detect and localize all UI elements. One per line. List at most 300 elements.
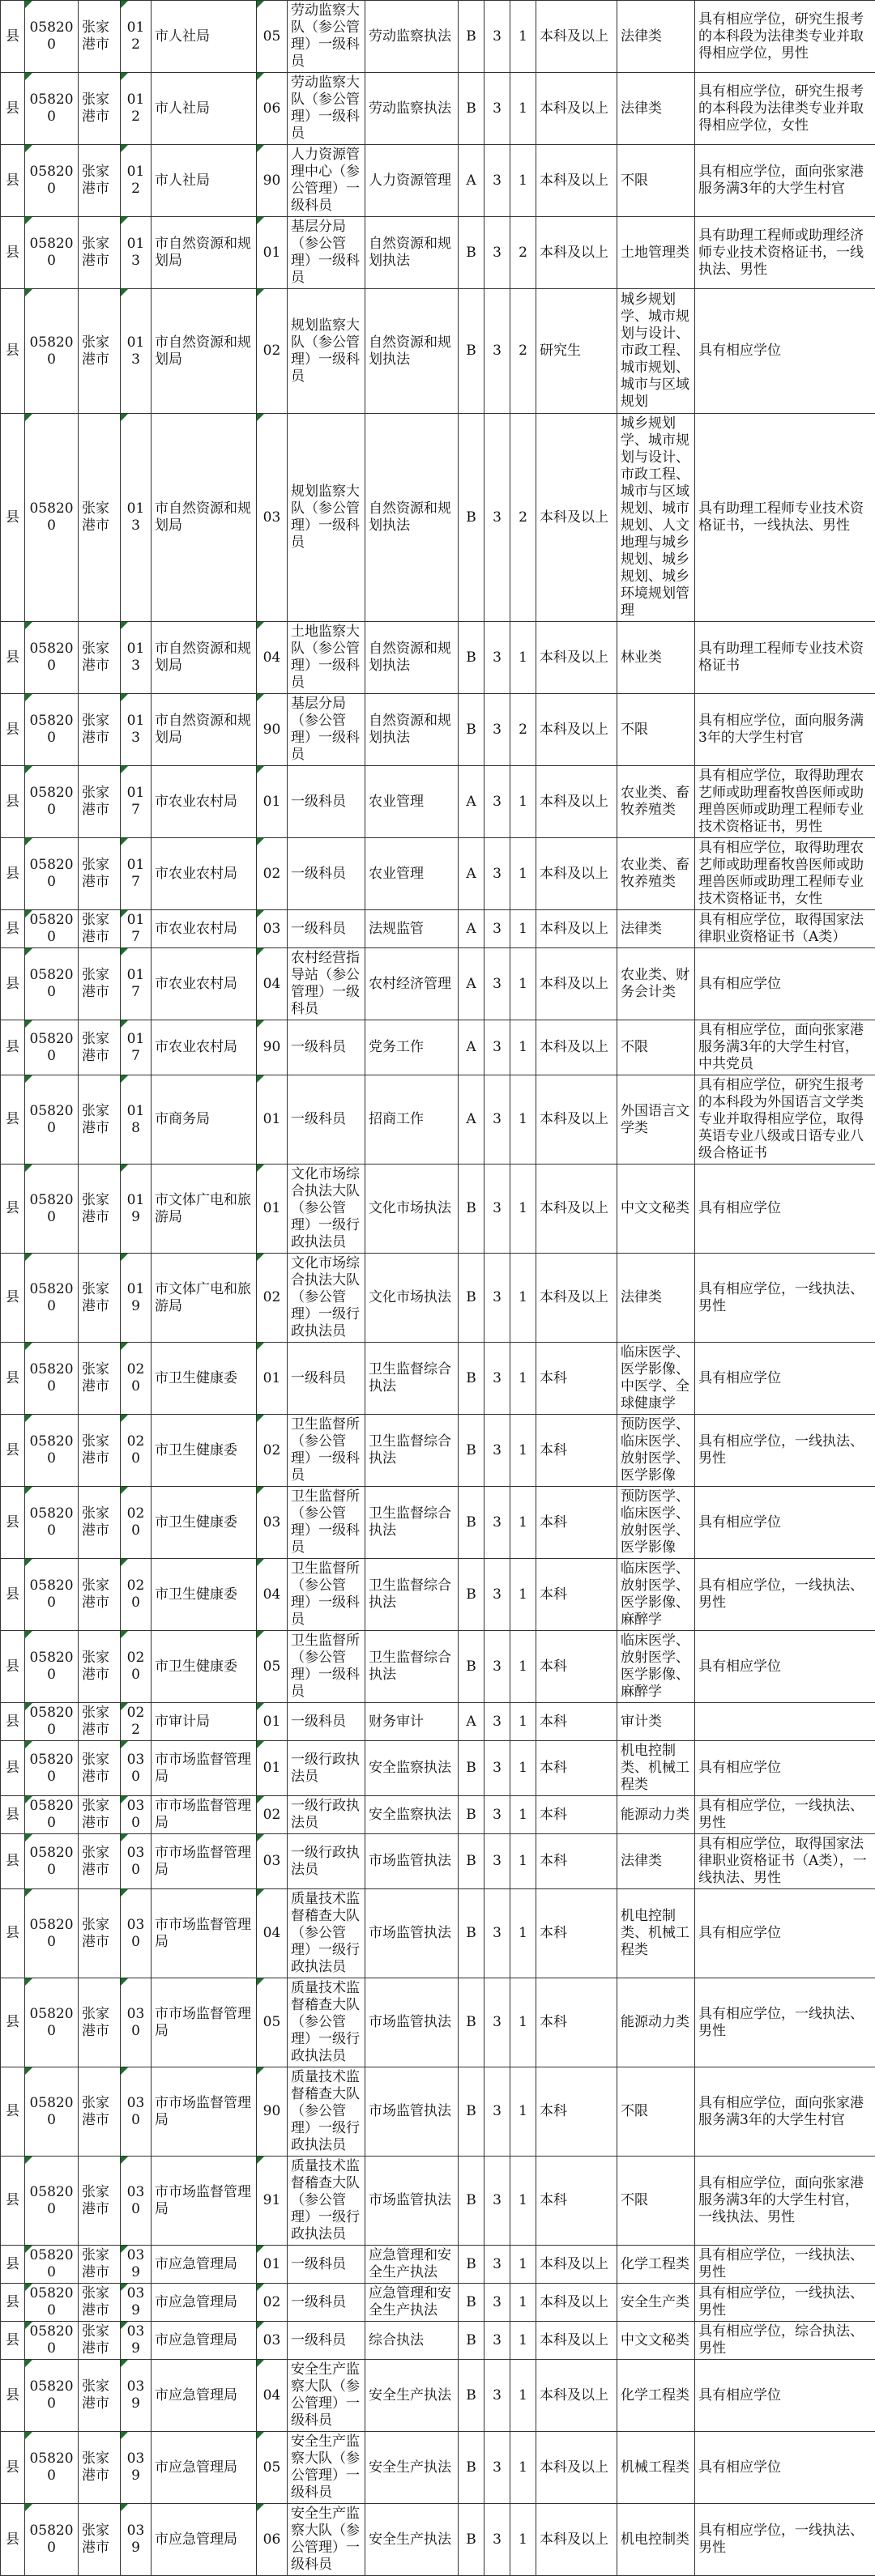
- post-name-cell: 质量技术监督稽查大队（参公管理）一级行政执法员: [288, 1978, 365, 2067]
- city-cell: 张家港市: [79, 217, 121, 289]
- exam-type-cell: B: [459, 73, 484, 145]
- post-duty-cell: 自然资源和规划执法: [365, 289, 459, 414]
- city-cell: 张家港市: [79, 2246, 121, 2284]
- post-duty-cell: 法规监管: [365, 910, 459, 948]
- code-cell: 058200: [25, 73, 79, 145]
- county-cell: 县: [1, 948, 25, 1020]
- count-b-cell: 1: [510, 2504, 536, 2576]
- post-code-cell: 03: [257, 1487, 288, 1559]
- requirement-cell: 具有相应学位，取得助理农艺师或助理畜牧兽医师或助理兽医师或助理工程师专业技术资格证书，男性: [695, 766, 875, 838]
- exam-type-cell: B: [459, 2322, 484, 2360]
- major-cell: 不限: [617, 1020, 695, 1075]
- post-name-cell: 规划监察大队（参公管理）一级科员: [288, 289, 365, 414]
- count-a-cell: 3: [484, 1703, 510, 1741]
- count-b-cell: 1: [510, 2246, 536, 2284]
- post-duty-cell: 自然资源和规划执法: [365, 414, 459, 622]
- major-cell: 农业类、财务会计类: [617, 948, 695, 1020]
- dept-code-cell: 020: [121, 1415, 152, 1487]
- major-cell: 中文文秘类: [617, 2322, 695, 2360]
- dept-name-cell: 市自然资源和规划局: [152, 217, 257, 289]
- exam-type-cell: B: [459, 2432, 484, 2504]
- county-cell: 县: [1, 1834, 25, 1889]
- post-code-cell: 90: [257, 694, 288, 766]
- requirement-cell: 具有相应学位，综合执法、男性: [695, 2322, 875, 2360]
- dept-name-cell: 市人社局: [152, 73, 257, 145]
- post-code-cell: 01: [257, 1165, 288, 1254]
- exam-type-cell: A: [459, 1075, 484, 1165]
- county-cell: 县: [1, 1978, 25, 2067]
- post-duty-cell: 文化市场执法: [365, 1165, 459, 1254]
- count-a-cell: 3: [484, 1796, 510, 1834]
- requirement-cell: 具有相应学位: [695, 2360, 875, 2432]
- code-cell: 058200: [25, 694, 79, 766]
- count-a-cell: 3: [484, 2246, 510, 2284]
- requirement-cell: 具有相应学位: [695, 289, 875, 414]
- major-cell: 土地管理类: [617, 217, 695, 289]
- requirement-cell: [695, 1703, 875, 1741]
- county-cell: 县: [1, 2504, 25, 2576]
- exam-type-cell: A: [459, 1703, 484, 1741]
- requirement-cell: 具有助理工程师专业技术资格证书，一线执法、男性: [695, 414, 875, 622]
- post-duty-cell: 安全生产执法: [365, 2432, 459, 2504]
- county-cell: 县: [1, 2157, 25, 2246]
- major-cell: 审计类: [617, 1703, 695, 1741]
- requirement-cell: 具有助理工程师专业技术资格证书: [695, 622, 875, 694]
- major-cell: 化学工程类: [617, 2360, 695, 2432]
- count-b-cell: 1: [510, 2284, 536, 2322]
- exam-type-cell: A: [459, 948, 484, 1020]
- table-row: [1, 838, 875, 910]
- county-cell: 县: [1, 1631, 25, 1703]
- major-cell: 法律类: [617, 1254, 695, 1343]
- major-cell: 法律类: [617, 1, 695, 73]
- education-cell: 本科及以上: [536, 622, 617, 694]
- city-cell: 张家港市: [79, 1, 121, 73]
- code-cell: 058200: [25, 145, 79, 217]
- count-b-cell: 1: [510, 910, 536, 948]
- dept-code-cell: 012: [121, 73, 152, 145]
- requirement-cell: 具有相应学位，一线执法、男性: [695, 1254, 875, 1343]
- count-a-cell: 3: [484, 948, 510, 1020]
- major-cell: 农业类、畜牧养殖类: [617, 766, 695, 838]
- count-a-cell: 3: [484, 2360, 510, 2432]
- table-row: [1, 1, 875, 73]
- education-cell: 本科及以上: [536, 2322, 617, 2360]
- county-cell: 县: [1, 217, 25, 289]
- count-a-cell: 3: [484, 145, 510, 217]
- dept-code-cell: 030: [121, 1796, 152, 1834]
- dept-name-cell: 市应急管理局: [152, 2432, 257, 2504]
- count-a-cell: 3: [484, 1343, 510, 1415]
- post-name-cell: 一级行政执法员: [288, 1796, 365, 1834]
- major-cell: 不限: [617, 2067, 695, 2157]
- count-a-cell: 3: [484, 1978, 510, 2067]
- count-a-cell: 3: [484, 2067, 510, 2157]
- dept-code-cell: 030: [121, 2157, 152, 2246]
- education-cell: 本科及以上: [536, 948, 617, 1020]
- dept-code-cell: 020: [121, 1559, 152, 1631]
- post-duty-cell: 市场监管执法: [365, 2067, 459, 2157]
- city-cell: 张家港市: [79, 1254, 121, 1343]
- education-cell: 本科: [536, 2067, 617, 2157]
- code-cell: 058200: [25, 622, 79, 694]
- exam-type-cell: B: [459, 1796, 484, 1834]
- city-cell: 张家港市: [79, 2157, 121, 2246]
- post-duty-cell: 市场监管执法: [365, 1978, 459, 2067]
- city-cell: 张家港市: [79, 1796, 121, 1834]
- dept-name-cell: 市市场监督管理局: [152, 1978, 257, 2067]
- major-cell: 中文文秘类: [617, 1165, 695, 1254]
- dept-name-cell: 市应急管理局: [152, 2322, 257, 2360]
- exam-type-cell: B: [459, 1741, 484, 1796]
- count-b-cell: 2: [510, 694, 536, 766]
- requirement-cell: 具有相应学位，一线执法、男性: [695, 1415, 875, 1487]
- dept-code-cell: 013: [121, 217, 152, 289]
- education-cell: 本科: [536, 1559, 617, 1631]
- requirement-cell: 具有相应学位: [695, 1741, 875, 1796]
- table-row: [1, 1165, 875, 1254]
- city-cell: 张家港市: [79, 1075, 121, 1165]
- post-code-cell: 90: [257, 145, 288, 217]
- count-a-cell: 3: [484, 2504, 510, 2576]
- post-name-cell: 卫生监督所（参公管理）一级科员: [288, 1631, 365, 1703]
- code-cell: 058200: [25, 2432, 79, 2504]
- requirement-cell: 具有相应学位: [695, 2432, 875, 2504]
- post-code-cell: 05: [257, 1978, 288, 2067]
- count-b-cell: 2: [510, 289, 536, 414]
- count-b-cell: 1: [510, 2067, 536, 2157]
- exam-type-cell: B: [459, 1631, 484, 1703]
- post-name-cell: 安全生产监察大队（参公管理）一级科员: [288, 2360, 365, 2432]
- county-cell: 县: [1, 145, 25, 217]
- city-cell: 张家港市: [79, 414, 121, 622]
- city-cell: 张家港市: [79, 1703, 121, 1741]
- post-duty-cell: 党务工作: [365, 1020, 459, 1075]
- education-cell: 本科及以上: [536, 1, 617, 73]
- post-name-cell: 一级科员: [288, 2284, 365, 2322]
- county-cell: 县: [1, 414, 25, 622]
- table-row: [1, 1631, 875, 1703]
- table-row: [1, 2246, 875, 2284]
- table-row: [1, 910, 875, 948]
- post-name-cell: 劳动监察大队（参公管理）一级科员: [288, 1, 365, 73]
- city-cell: 张家港市: [79, 622, 121, 694]
- requirement-cell: 具有相应学位: [695, 948, 875, 1020]
- major-cell: 城乡规划学、城市规划与设计、市政工程、城市与区域规划、城市规划、人文地理与城乡规划、城乡规划、城乡环境规划管理: [617, 414, 695, 622]
- post-name-cell: 一级科员: [288, 1020, 365, 1075]
- post-name-cell: 土地监察大队（参公管理）一级科员: [288, 622, 365, 694]
- city-cell: 张家港市: [79, 145, 121, 217]
- exam-type-cell: B: [459, 2360, 484, 2432]
- education-cell: 研究生: [536, 289, 617, 414]
- table-row: [1, 1254, 875, 1343]
- education-cell: 本科: [536, 1415, 617, 1487]
- city-cell: 张家港市: [79, 2504, 121, 2576]
- post-duty-cell: 卫生监督综合执法: [365, 1631, 459, 1703]
- post-name-cell: 基层分局（参公管理）一级科员: [288, 217, 365, 289]
- dept-code-cell: 013: [121, 289, 152, 414]
- exam-type-cell: B: [459, 2504, 484, 2576]
- county-cell: 县: [1, 2322, 25, 2360]
- county-cell: 县: [1, 1487, 25, 1559]
- city-cell: 张家港市: [79, 766, 121, 838]
- post-code-cell: 02: [257, 1254, 288, 1343]
- requirement-cell: 具有相应学位，研究生报考的本科段为法律类专业并取得相应学位，女性: [695, 73, 875, 145]
- exam-type-cell: A: [459, 1020, 484, 1075]
- table-row: [1, 1487, 875, 1559]
- count-a-cell: 3: [484, 766, 510, 838]
- dept-name-cell: 市卫生健康委: [152, 1559, 257, 1631]
- post-duty-cell: 综合执法: [365, 2322, 459, 2360]
- major-cell: 安全生产类: [617, 2284, 695, 2322]
- code-cell: 058200: [25, 948, 79, 1020]
- post-duty-cell: 安全监察执法: [365, 1796, 459, 1834]
- dept-code-cell: 012: [121, 145, 152, 217]
- count-b-cell: 1: [510, 622, 536, 694]
- table-row: [1, 414, 875, 622]
- exam-type-cell: B: [459, 1415, 484, 1487]
- education-cell: 本科: [536, 1343, 617, 1415]
- dept-name-cell: 市市场监督管理局: [152, 1741, 257, 1796]
- post-name-cell: 一级科员: [288, 1343, 365, 1415]
- count-b-cell: 1: [510, 1559, 536, 1631]
- dept-code-cell: 039: [121, 2284, 152, 2322]
- dept-code-cell: 018: [121, 1075, 152, 1165]
- count-a-cell: 3: [484, 838, 510, 910]
- education-cell: 本科及以上: [536, 694, 617, 766]
- city-cell: 张家港市: [79, 2322, 121, 2360]
- county-cell: 县: [1, 2067, 25, 2157]
- post-name-cell: 一级科员: [288, 766, 365, 838]
- post-code-cell: 02: [257, 1415, 288, 1487]
- code-cell: 058200: [25, 2246, 79, 2284]
- post-duty-cell: 农业管理: [365, 838, 459, 910]
- dept-code-cell: 030: [121, 1741, 152, 1796]
- table-row: [1, 622, 875, 694]
- post-name-cell: 农村经营指导站（参公管理）一级科员: [288, 948, 365, 1020]
- post-duty-cell: 应急管理和安全生产执法: [365, 2246, 459, 2284]
- city-cell: 张家港市: [79, 1415, 121, 1487]
- table-row: [1, 1415, 875, 1487]
- post-code-cell: 05: [257, 1, 288, 73]
- city-cell: 张家港市: [79, 2067, 121, 2157]
- post-duty-cell: 安全生产执法: [365, 2360, 459, 2432]
- table-row: [1, 2322, 875, 2360]
- major-cell: 不限: [617, 694, 695, 766]
- dept-name-cell: 市卫生健康委: [152, 1631, 257, 1703]
- exam-type-cell: B: [459, 1978, 484, 2067]
- dept-code-cell: 017: [121, 1020, 152, 1075]
- city-cell: 张家港市: [79, 289, 121, 414]
- count-b-cell: 1: [510, 2432, 536, 2504]
- count-a-cell: 3: [484, 1254, 510, 1343]
- county-cell: 县: [1, 766, 25, 838]
- major-cell: 机电控制类: [617, 2504, 695, 2576]
- exam-type-cell: B: [459, 289, 484, 414]
- requirement-cell: 具有相应学位，一线执法、男性: [695, 2246, 875, 2284]
- dept-code-cell: 019: [121, 1254, 152, 1343]
- dept-name-cell: 市农业农村局: [152, 910, 257, 948]
- count-a-cell: 3: [484, 289, 510, 414]
- education-cell: 本科及以上: [536, 838, 617, 910]
- education-cell: 本科: [536, 1889, 617, 1978]
- post-duty-cell: 农村经济管理: [365, 948, 459, 1020]
- post-code-cell: 01: [257, 217, 288, 289]
- county-cell: 县: [1, 1343, 25, 1415]
- post-code-cell: 03: [257, 414, 288, 622]
- dept-code-cell: 030: [121, 1834, 152, 1889]
- table-row: [1, 2157, 875, 2246]
- post-code-cell: 03: [257, 910, 288, 948]
- count-b-cell: 1: [510, 1796, 536, 1834]
- count-b-cell: 1: [510, 1889, 536, 1978]
- exam-type-cell: B: [459, 622, 484, 694]
- count-b-cell: 1: [510, 1343, 536, 1415]
- post-name-cell: 一级行政执法员: [288, 1834, 365, 1889]
- exam-type-cell: B: [459, 2246, 484, 2284]
- count-b-cell: 2: [510, 217, 536, 289]
- count-b-cell: 1: [510, 948, 536, 1020]
- major-cell: 机械工程类: [617, 2432, 695, 2504]
- count-a-cell: 3: [484, 1487, 510, 1559]
- count-a-cell: 3: [484, 694, 510, 766]
- post-code-cell: 02: [257, 2284, 288, 2322]
- city-cell: 张家港市: [79, 948, 121, 1020]
- post-duty-cell: 文化市场执法: [365, 1254, 459, 1343]
- post-code-cell: 01: [257, 1741, 288, 1796]
- requirement-cell: 具有相应学位，面向服务满3年的大学生村官: [695, 694, 875, 766]
- table-row: [1, 1834, 875, 1889]
- count-a-cell: 3: [484, 2284, 510, 2322]
- post-code-cell: 02: [257, 1796, 288, 1834]
- dept-name-cell: 市农业农村局: [152, 766, 257, 838]
- dept-name-cell: 市自然资源和规划局: [152, 414, 257, 622]
- table-row: [1, 2432, 875, 2504]
- post-name-cell: 规划监察大队（参公管理）一级科员: [288, 414, 365, 622]
- dept-code-cell: 013: [121, 622, 152, 694]
- major-cell: 林业类: [617, 622, 695, 694]
- city-cell: 张家港市: [79, 1631, 121, 1703]
- code-cell: 058200: [25, 1559, 79, 1631]
- count-a-cell: 3: [484, 910, 510, 948]
- exam-type-cell: B: [459, 2067, 484, 2157]
- count-a-cell: 3: [484, 1, 510, 73]
- requirement-cell: 具有相应学位，取得国家法律职业资格证书（A类）: [695, 910, 875, 948]
- education-cell: 本科: [536, 1834, 617, 1889]
- code-cell: 058200: [25, 1703, 79, 1741]
- post-name-cell: 一级行政执法员: [288, 1741, 365, 1796]
- post-duty-cell: 卫生监督综合执法: [365, 1415, 459, 1487]
- post-duty-cell: 市场监管执法: [365, 2157, 459, 2246]
- county-cell: 县: [1, 838, 25, 910]
- count-b-cell: 1: [510, 1834, 536, 1889]
- major-cell: 预防医学、临床医学、放射医学、医学影像: [617, 1487, 695, 1559]
- dept-name-cell: 市应急管理局: [152, 2284, 257, 2322]
- post-code-cell: 03: [257, 1834, 288, 1889]
- post-name-cell: 基层分局（参公管理）一级科员: [288, 694, 365, 766]
- education-cell: 本科及以上: [536, 766, 617, 838]
- code-cell: 058200: [25, 1889, 79, 1978]
- post-code-cell: 91: [257, 2157, 288, 2246]
- city-cell: 张家港市: [79, 838, 121, 910]
- education-cell: 本科及以上: [536, 145, 617, 217]
- table-row: [1, 2067, 875, 2157]
- count-a-cell: 3: [484, 2157, 510, 2246]
- education-cell: 本科: [536, 1741, 617, 1796]
- dept-name-cell: 市市场监督管理局: [152, 2067, 257, 2157]
- exam-type-cell: B: [459, 2157, 484, 2246]
- count-a-cell: 3: [484, 1415, 510, 1487]
- count-a-cell: 3: [484, 1834, 510, 1889]
- code-cell: 058200: [25, 2360, 79, 2432]
- count-b-cell: 1: [510, 145, 536, 217]
- code-cell: 058200: [25, 414, 79, 622]
- dept-code-cell: 020: [121, 1631, 152, 1703]
- table-row: [1, 289, 875, 414]
- code-cell: 058200: [25, 1415, 79, 1487]
- post-name-cell: 安全生产监察大队（参公管理）一级科员: [288, 2504, 365, 2576]
- code-cell: 058200: [25, 289, 79, 414]
- count-b-cell: 1: [510, 1487, 536, 1559]
- count-a-cell: 3: [484, 1631, 510, 1703]
- count-a-cell: 3: [484, 2432, 510, 2504]
- dept-code-cell: 039: [121, 2360, 152, 2432]
- count-b-cell: 1: [510, 2157, 536, 2246]
- exam-type-cell: B: [459, 1559, 484, 1631]
- county-cell: 县: [1, 622, 25, 694]
- exam-type-cell: A: [459, 145, 484, 217]
- city-cell: 张家港市: [79, 1020, 121, 1075]
- education-cell: 本科及以上: [536, 2284, 617, 2322]
- dept-code-cell: 019: [121, 1165, 152, 1254]
- post-duty-cell: 卫生监督综合执法: [365, 1487, 459, 1559]
- count-b-cell: 1: [510, 1, 536, 73]
- exam-type-cell: A: [459, 766, 484, 838]
- dept-code-cell: 039: [121, 2246, 152, 2284]
- count-a-cell: 3: [484, 1075, 510, 1165]
- county-cell: 县: [1, 910, 25, 948]
- post-code-cell: 04: [257, 1889, 288, 1978]
- city-cell: 张家港市: [79, 1559, 121, 1631]
- post-duty-cell: 农业管理: [365, 766, 459, 838]
- table-row: [1, 2284, 875, 2322]
- major-cell: 外国语言文学类: [617, 1075, 695, 1165]
- count-b-cell: 1: [510, 1020, 536, 1075]
- count-b-cell: 1: [510, 1741, 536, 1796]
- dept-code-cell: 030: [121, 1978, 152, 2067]
- dept-name-cell: 市文体广电和旅游局: [152, 1254, 257, 1343]
- county-cell: 县: [1, 1889, 25, 1978]
- requirement-cell: 具有相应学位，一线执法、男性: [695, 2284, 875, 2322]
- exam-type-cell: B: [459, 1343, 484, 1415]
- post-code-cell: 90: [257, 2067, 288, 2157]
- city-cell: 张家港市: [79, 694, 121, 766]
- major-cell: 预防医学、临床医学、放射医学、医学影像: [617, 1415, 695, 1487]
- requirement-cell: 具有相应学位: [695, 1631, 875, 1703]
- requirement-cell: 具有相应学位，一线执法、男性: [695, 2504, 875, 2576]
- county-cell: 县: [1, 2360, 25, 2432]
- county-cell: 县: [1, 1796, 25, 1834]
- education-cell: 本科及以上: [536, 1254, 617, 1343]
- count-a-cell: 3: [484, 1889, 510, 1978]
- requirement-cell: 具有相应学位，取得助理农艺师或助理畜牧兽医师或助理兽医师或助理工程师专业技术资格证书，女性: [695, 838, 875, 910]
- education-cell: 本科及以上: [536, 2360, 617, 2432]
- major-cell: 农业类、畜牧养殖类: [617, 838, 695, 910]
- post-code-cell: 01: [257, 1075, 288, 1165]
- code-cell: 058200: [25, 1631, 79, 1703]
- city-cell: 张家港市: [79, 2284, 121, 2322]
- county-cell: 县: [1, 1, 25, 73]
